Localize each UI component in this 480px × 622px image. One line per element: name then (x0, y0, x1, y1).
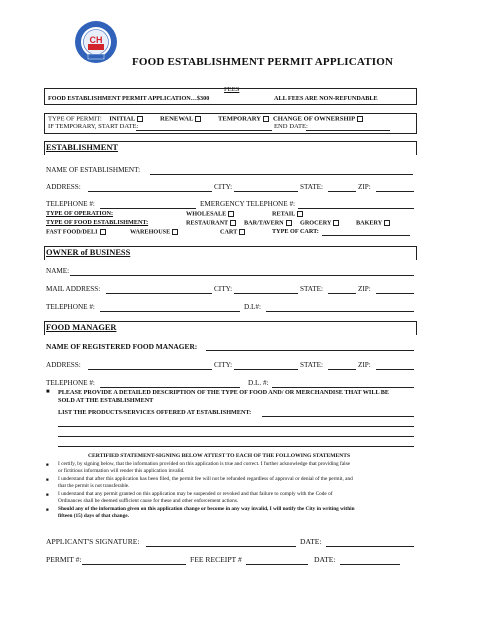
est-address-line[interactable] (88, 191, 212, 192)
end-date-label: END DATE: (274, 123, 308, 130)
fees-label: FEES (224, 86, 240, 93)
signature-date-line[interactable] (326, 546, 414, 547)
manager-city-label: CITY: (214, 361, 233, 369)
bar-option: BAR/TAVERN (244, 220, 292, 227)
est-telephone-line[interactable] (100, 208, 196, 209)
cart-checkbox[interactable] (239, 229, 245, 235)
manager-city-line[interactable] (234, 369, 298, 370)
manager-name-label: NAME OF REGISTERED FOOD MANAGER: (46, 342, 198, 351)
manager-telephone-label: TELEPHONE #: (46, 379, 95, 387)
products-line-4[interactable] (58, 446, 414, 447)
permit-number-label: PERMIT #: (46, 555, 82, 564)
permit-fee-text: FOOD ESTABLISHMENT PERMIT APPLICATION…$300 (48, 95, 210, 102)
description-instruction-2: SOLD AT THE ESTABLISHMENT (58, 397, 154, 404)
est-emergency-line[interactable] (298, 208, 414, 209)
change-owner-checkbox[interactable] (357, 116, 363, 122)
fast-food-option: FAST FOOD/DELI (46, 229, 106, 236)
permit-type-label: TYPE OF PERMIT: INITIAL (48, 116, 143, 123)
description-instruction-1: PLEASE PROVIDE A DETAILED DESCRIPTION OF THE TYPE OF FOOD AND/ OR MERCHANDISE THAT WILL BE (58, 389, 390, 396)
fast-food-checkbox[interactable] (100, 229, 106, 235)
bullet: ■ (46, 477, 49, 482)
renewal-option: RENEWAL (160, 116, 201, 123)
retail-option: RETAIL (272, 211, 303, 218)
warehouse-checkbox[interactable] (172, 229, 178, 235)
manager-heading: FOOD MANAGER (46, 323, 117, 332)
owner-state-line[interactable] (328, 293, 356, 294)
est-zip-label: ZIP: (358, 183, 371, 191)
footer-date-label: DATE: (314, 555, 336, 564)
footer-date-line[interactable] (340, 564, 400, 565)
manager-dl-line[interactable] (272, 387, 414, 388)
est-address-label: ADDRESS: (46, 183, 81, 191)
city-seal-logo (74, 20, 118, 64)
manager-zip-label: ZIP: (358, 361, 371, 369)
temporary-checkbox[interactable] (263, 116, 269, 122)
statement-4: Should any of the information given on this application change or become in any way invalid, I will notify the City in writing within fifteen (15) days of that change. (58, 506, 355, 519)
est-name-label: NAME OF ESTABLISHMENT: (46, 166, 141, 174)
products-list-label: LIST THE PRODUCTS/SERVICES OFFERED AT ESTABLISHMENT: (58, 409, 252, 416)
statement-3: I understand that any permit granted on this application may be suspended or revoked and that failure to comply with the Code of Ordinances shall be deemed sufficient cause for these and other enforcement actions. (58, 491, 333, 504)
est-state-label: STATE: (300, 183, 323, 191)
operation-type-label: TYPE OF OPERATION: (46, 210, 114, 217)
owner-dl-label: D.L#: (244, 303, 261, 311)
statement-2: I understand that after this application has been filed, the permit fee will not be refunded regardless of approval or denial of the permit, and that the permit is not transferable. (58, 476, 353, 489)
cart-option: CART (220, 229, 245, 236)
cart-type-line[interactable] (322, 235, 410, 236)
svg-text:CH: CH (89, 35, 103, 45)
est-telephone-label: TELEPHONE #: (46, 200, 95, 208)
est-state-line[interactable] (328, 191, 356, 192)
owner-name-label: NAME: (46, 267, 70, 275)
manager-address-line[interactable] (88, 369, 212, 370)
products-line-1[interactable] (262, 416, 414, 417)
owner-city-line[interactable] (234, 293, 298, 294)
bullet: ■ (46, 462, 49, 467)
renewal-checkbox[interactable] (195, 116, 201, 122)
wholesale-checkbox[interactable] (228, 211, 234, 217)
manager-telephone-line[interactable] (100, 387, 240, 388)
warehouse-option: WAREHOUSE (130, 229, 178, 236)
owner-mail-line[interactable] (106, 293, 212, 294)
est-zip-line[interactable] (376, 191, 414, 192)
bakery-option: BAKERY (356, 220, 390, 227)
manager-dl-label: D.L. #: (248, 379, 269, 387)
owner-name-line[interactable] (70, 275, 414, 276)
manager-state-line[interactable] (328, 369, 356, 370)
food-est-type-label: TYPE OF FOOD ESTABLISHMENT: (46, 219, 149, 226)
bullet: ■ (46, 507, 49, 512)
restaurant-checkbox[interactable] (230, 220, 236, 226)
owner-zip-line[interactable] (376, 293, 414, 294)
change-owner-option: CHANGE OF OWNERSHIP (273, 116, 363, 123)
manager-name-line[interactable] (206, 350, 414, 351)
owner-telephone-label: TELEPHONE #: (46, 303, 95, 311)
nonrefundable-text: ALL FEES ARE NON-REFUNDABLE (274, 95, 378, 102)
bar-checkbox[interactable] (286, 220, 292, 226)
initial-checkbox[interactable] (137, 116, 143, 122)
retail-checkbox[interactable] (297, 211, 303, 217)
certification-heading: CERTIFIED STATEMENT-SIGNING BELOW ATTEST TO EACH OF THE FOLLOWING STATEMENTS (88, 453, 351, 459)
permit-number-line[interactable] (82, 564, 186, 565)
owner-city-label: CITY: (214, 285, 233, 293)
products-line-2[interactable] (58, 426, 414, 427)
grocery-checkbox[interactable] (333, 220, 339, 226)
owner-dl-line[interactable] (266, 311, 414, 312)
fee-receipt-label: FEE RECEIPT # (190, 555, 242, 564)
manager-state-label: STATE: (300, 361, 323, 369)
bullet: ■ (46, 492, 49, 497)
owner-mail-label: MAIL ADDRESS: (46, 285, 101, 293)
statement-1: I certify, by signing below, that the information provided on this application is true and correct. I further acknowledge that providing false or fictitious information will render this application invalid. (58, 461, 351, 474)
manager-zip-line[interactable] (376, 369, 414, 370)
temporary-option: TEMPORARY (218, 116, 269, 123)
restaurant-option: RESTAURANT (186, 220, 236, 227)
est-emergency-label: EMERGENCY TELEPHONE #: (200, 200, 296, 208)
wholesale-option: WHOLESALE (186, 211, 234, 218)
bakery-checkbox[interactable] (384, 220, 390, 226)
products-line-3[interactable] (58, 436, 414, 437)
fee-receipt-line[interactable] (246, 564, 308, 565)
bullet: ■ (46, 389, 50, 395)
owner-zip-label: ZIP: (358, 285, 371, 293)
establishment-heading: ESTABLISHMENT (46, 143, 118, 152)
owner-heading: OWNER of BUSINESS (46, 248, 131, 257)
signature-line[interactable] (146, 546, 296, 547)
temp-start-line[interactable] (136, 130, 272, 131)
signature-label: APPLICANT'S SIGNATURE: (46, 537, 140, 546)
manager-address-label: ADDRESS: (46, 361, 81, 369)
end-date-line[interactable] (306, 130, 390, 131)
cart-type-label: TYPE OF CART: (272, 228, 319, 235)
form-title: FOOD ESTABLISHMENT PERMIT APPLICATION (132, 56, 394, 68)
owner-telephone-line[interactable] (100, 311, 240, 312)
temp-start-label: IF TEMPORARY, START DATE: (48, 123, 139, 130)
est-name-line[interactable] (150, 174, 413, 175)
est-city-label: CITY: (214, 183, 233, 191)
owner-state-label: STATE: (300, 285, 323, 293)
grocery-option: GROCERY (300, 220, 339, 227)
signature-date-label: DATE: (300, 537, 322, 546)
est-city-line[interactable] (234, 191, 298, 192)
